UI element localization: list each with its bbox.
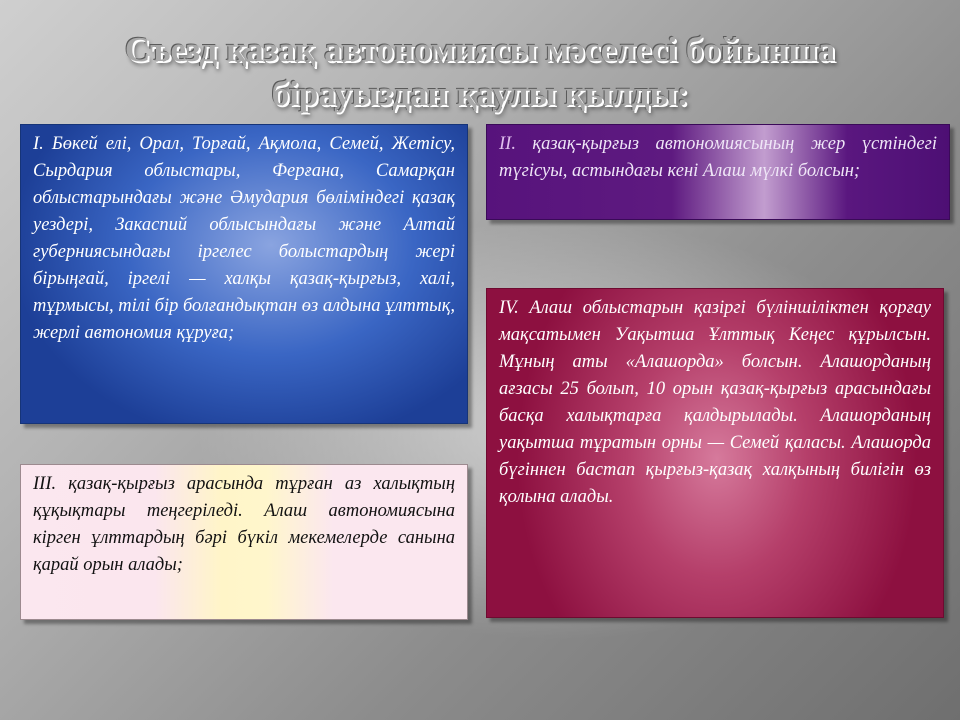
resolution-point-1 xyxy=(20,124,468,424)
resolution-point-3 xyxy=(20,464,468,620)
point-1-text: І. Бөкей елі, Орал, Торғай, Ақмола, Семей, Жетісу, Сырдария облыстары, Ферғана, Самарқан облыстарындағы және Әмудария бөліміндегі қазақ уездері, Закаспий облысындағы және Алтай губерниясындағы іргелес болыстардың жері бірыңғай, іргелі — халқы қазақ-қырғыз, халі, тұрмысы, тілі бір болғандықтан өз алдына ұлттық, жерлі автономия құруға; xyxy=(33,134,455,343)
resolution-point-2 xyxy=(486,124,950,220)
point-3-text: қазақ-қырғыз арасында тұрған аз халықтың құқықтары теңгеріледі. Алаш автономиясына кірген ұлттардың бәрі бүкіл мекемелерде санына қарай орын алады; xyxy=(33,474,455,575)
point-2-text: қазақ-қырғыз автономиясының жер үстіндегі түгісуы, астындағы кені Алаш мүлкі болсын; xyxy=(499,134,937,181)
point-2-number: ІІ. xyxy=(499,134,516,154)
title-line-2: бірауыздан қаулы қылды: xyxy=(271,74,689,113)
point-3-number: ІІІ. xyxy=(33,474,57,494)
resolution-point-4 xyxy=(486,288,944,618)
point-4-number: ІV. xyxy=(499,298,519,318)
point-4-text: Алаш облыстарын қазіргі бүліншіліктен қорғау мақсатымен Уақытша Ұлттық Кеңес құрылсын. Мұның аты «Алашорда» болсын. Алашорданың ағзасы 25 болып, 10 орын қазақ-қырғыз арасындағы басқа халықтарға қалдырылады. Алашорданың уақытша тұратын орны — Семей қаласы. Алашорда бүгіннен бастап қырғыз-қазақ халқының билігін өз қолына алады. xyxy=(499,298,932,507)
slide-title xyxy=(40,28,920,116)
title-line-1: Съезд қазақ автономиясы мәселесі бойынша xyxy=(124,30,836,69)
